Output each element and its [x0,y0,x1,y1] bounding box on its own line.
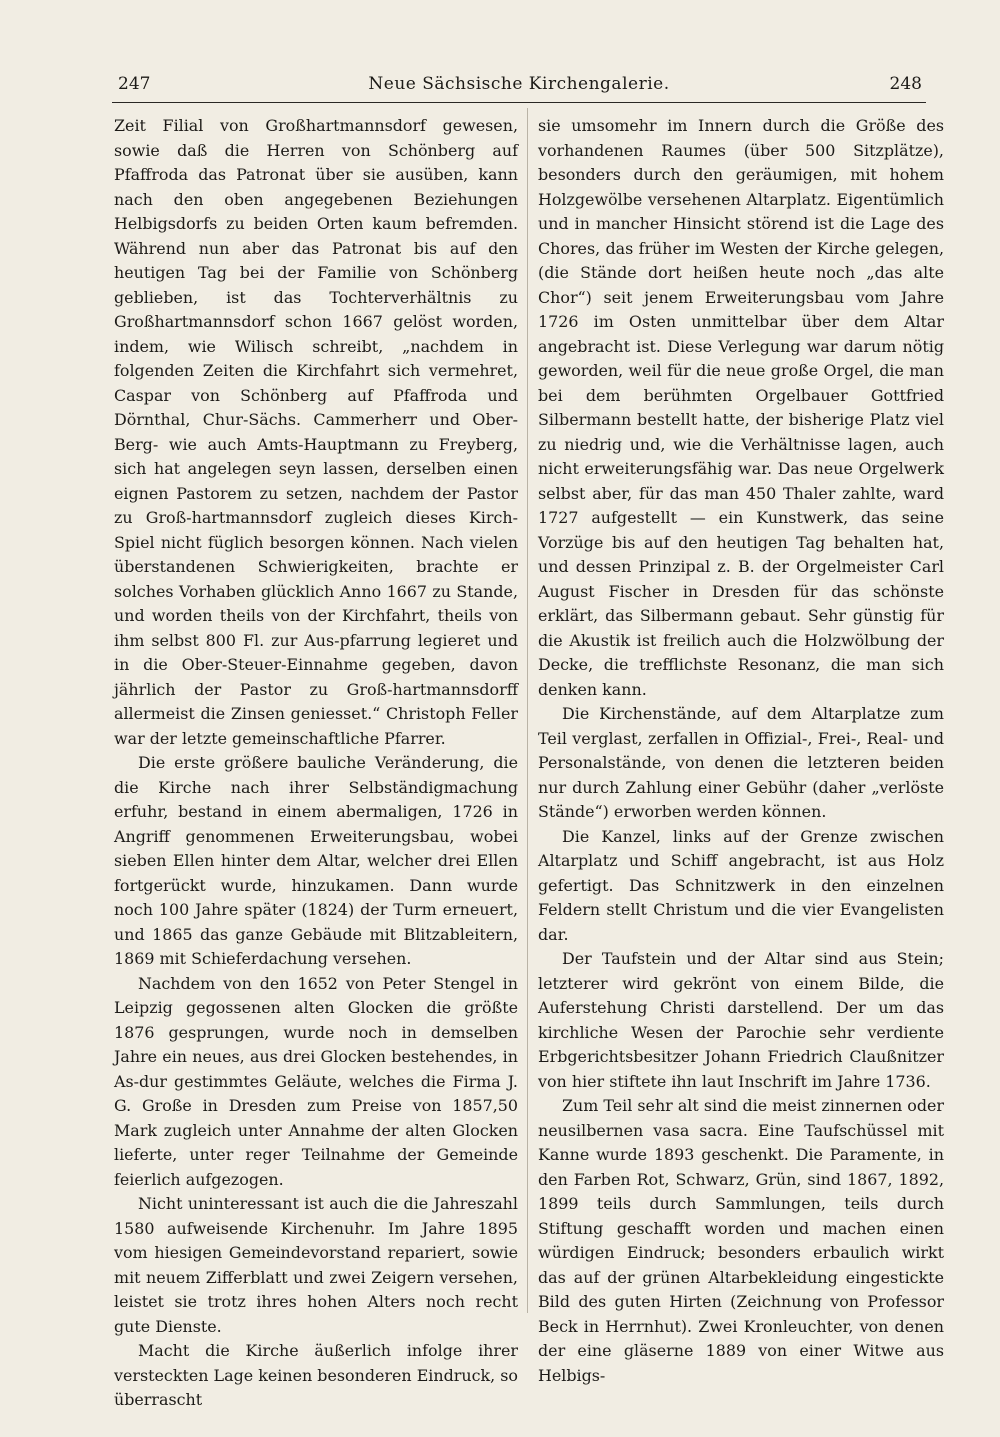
page-number-right: 248 [889,74,922,94]
paragraph: Nachdem von den 1652 von Peter Stengel in Leipzig gegossenen alten Glocken die größte 1876 gesprungen, wurde noch in demselben Jahre ein neues, aus drei Glocken bestehendes, in As-dur gestimmtes Geläute, welches die Firma J. G. Große in Dresden zum Preise von 1857,50 Mark zugleich unter Annahme der alten Glocken lieferte, unter reger Teilnahme der Gemeinde feierlich aufgezogen. [114,973,518,1189]
right-column [538,114,944,1388]
paragraph: Die Kanzel, links auf der Grenze zwischen Altarplatz und Schiff angebracht, ist aus Holz gefertigt. Das Schnitzwerk in den einzelnen Feldern stellt Christum und die vier Evangelisten dar. [538,826,944,944]
paragraph: Die Kirchenstände, auf dem Altarplatze zum Teil verglast, zerfallen in Offizial-, Frei-, Real- und Personalstände, von denen die letzteren beiden nur durch Zahlung einer Gebühr (daher „verlöste Stände“) erworben werden können. [538,704,944,821]
column-divider [527,108,528,1313]
paragraph: Macht die Kirche äußerlich infolge ihrer versteckten Lage keinen besonderen Eindruck, so überrascht [114,1341,518,1409]
paragraph: Die erste größere bauliche Veränderung, die die Kirche nach ihrer Selbständigmachung erfuhr, bestand in einem abermaligen, 1726 in Angriff genommenen Erweiterungsbau, wobei sieben Ellen hinter dem Altar, welcher drei Ellen fortgerückt wurde, hinzukamen. Dann wurde noch 100 Jahre später (1824) der Turm erneuert, und 1865 das ganze Gebäude mit Blitzableitern, 1869 mit Schieferdachung versehen. [114,753,518,968]
page-header [112,70,926,100]
paragraph: Nicht uninteressant ist auch die die Jahreszahl 1580 aufweisende Kirchenuhr. Im Jahre 1895 vom hiesigen Gemeindevorstand repariert, sowie mit neuem Zifferblatt und zwei Zeigern versehen, leistet sie trotz ihres hohen Alters noch recht gute Dienste. [114,1194,518,1336]
page-number-left: 247 [118,74,151,94]
paragraph: Der Taufstein und der Altar sind aus Stein; letzterer wird gekrönt von einem Bilde, die Auferstehung Christi darstellend. Der um das kirchliche Wesen der Parochie sehr verdiente Erbgerichtsbesitzer Johann Friedrich Claußnitzer von hier stiftete ihn laut Inschrift im Jahre 1736. [538,949,944,1091]
paragraph: sie umsomehr im Innern durch die Größe des vorhandenen Raumes (über 500 Sitzplätze), besonders durch den geräumigen, mit hohem Holzgewölbe versehenen Altarplatz. Eigentümlich und in mancher Hinsicht störend ist die Lage des Chores, das früher im Westen der Kirche gelegen, (die Stände dort heißen heute noch „das alte Chor“) seit jenem Erweiterungsbau vom Jahre 1726 im Osten unmittelbar über dem Altar angebracht ist. Diese Verlegung war darum nötig geworden, weil für die neue große Orgel, die man bei dem berühmten Orgelbauer Gottfried Silbermann bestellt hatte, der bisherige Platz viel zu niedrig und, wie die Verhältnisse lagen, auch nicht erweiterungsfähig war. Das neue Orgelwerk selbst aber, für das man 450 Thaler zahlte, ward 1727 aufgestellt — ein Kunstwerk, das seine Vorzüge bis auf den heutigen Tag behalten hat, und dessen Prinzipal z. B. der Orgelmeister Carl August Fischer in Dresden für das schönste erklärt, das Silbermann gebaut. Sehr günstig für die Akustik ist freilich auch die Holzwölbung der Decke, die trefflichste Resonanz, die man sich denken kann. [538,116,944,699]
header-rule [112,102,926,103]
left-column [114,114,518,1413]
paragraph: Zeit Filial von Großhartmannsdorf gewesen, sowie daß die Herren von Schönberg auf Pfaffroda das Patronat über sie ausüben, kann nach den oben angegebenen Beziehungen Helbigsdorfs zu beiden Orten kaum befremden. Während nun aber das Patronat bis auf den heutigen Tag bei der Familie von Schönberg geblieben, ist das Tochterverhältnis zu Großhartmannsdorf schon 1667 gelöst worden, indem, wie Wilisch schreibt, „nachdem in folgenden Zeiten die Kirchfahrt sich vermehret, Caspar von Schönberg auf Pfaffroda und Dörnthal, Chur-Sächs. Cammerherr und Ober-Berg- wie auch Amts-Hauptmann zu Freyberg, sich hat angelegen seyn lassen, derselben einen eignen Pastorem zu setzen, nachdem der Pastor zu Groß-hartmannsdorf zugleich dieses Kirch-Spiel nicht füglich besorgen können. Nach vielen überstandenen Schwierigkeiten, brachte er solches Vorhaben glücklich Anno 1667 zu Stande, und worden theils von der Kirchfahrt, theils von ihm selbst 800 Fl. zur Aus-pfarrung legieret und in die Ober-Steuer-Einnahme gegeben, davon jährlich der Pastor zu Groß-hartmannsdorff allermeist die Zinsen geniesset.“ Christoph Feller war der letzte gemeinschaftliche Pfarrer. [114,116,518,748]
paragraph: Zum Teil sehr alt sind die meist zinnernen oder neusilbernen vasa sacra. Eine Taufschüssel mit Kanne wurde 1893 geschenkt. Die Paramente, in den Farben Rot, Schwarz, Grün, sind 1867, 1892, 1899 teils durch Sammlungen, teils durch Stiftung geschafft worden und machen einen würdigen Eindruck; besonders erbaulich wirkt das auf der grünen Altarbekleidung eingestickte Bild des guten Hirten (Zeichnung von Professor Beck in Herrnhut). Zwei Kronleuchter, von denen der eine gläserne 1889 von einer Witwe aus Helbigs- [538,1096,944,1385]
running-title: Neue Sächsische Kirchengalerie. [368,74,670,94]
